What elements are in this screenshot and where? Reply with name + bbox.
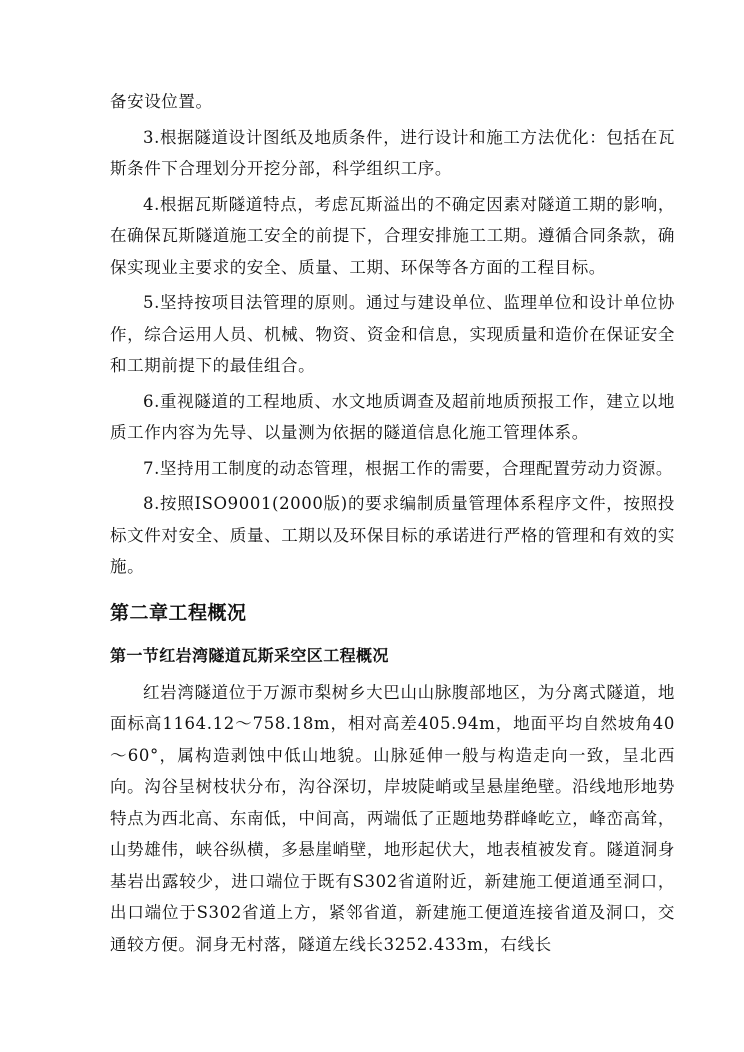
paragraph-item-6: 6.重视隧道的工程地质、水文地质调查及超前地质预报工作，建立以地质工作内容为先导、以量测为依据的隧道信息化施工管理体系。 xyxy=(110,391,675,442)
section-title: 第一节红岩湾隧道瓦斯采空区工程概况 xyxy=(110,645,389,665)
chapter-title: 第二章工程概况 xyxy=(110,601,247,624)
section-paragraph: 红岩湾隧道位于万源市梨树乡大巴山山脉腹部地区，为分离式隧道，地面标高1164.12～758.18m，相对高差405.94m，地面平均自然坡角40～60°，属构造剥蚀中低山地貌。山脉延伸一般与构造走向一致，呈北西向。沟谷呈树枝状分布，沟谷深切，岸坡陡峭或呈悬崖绝壁。沿线地形地势特点为西北高、东南低，中间高，两端低了正题地势群峰屹立，峰峦高耸，山势雄伟，峡谷纵横，多悬崖峭壁，地形起伏大，地表植被发育。隧道洞身基岩出露较少，进口端位于既有S302省道附近，新建施工便道通至洞口，出口端位于S302省道上方，紧邻省道，新建施工便道连接省道及洞口，交通较方便。洞身无村落，隧道左线长3252.433m，右线长 xyxy=(110,682,675,954)
paragraph-item-8: 8.按照ISO9001(2000版)的要求编制质量管理体系程序文件，按照投标文件对安全、质量、工期以及环保目标的承诺进行严格的管理和有效的实施。 xyxy=(110,494,675,576)
paragraph-continuation: 备安设位置。 xyxy=(110,92,213,111)
paragraph-item-3: 3.根据隧道设计图纸及地质条件，进行设计和施工方法优化：包括在瓦斯条件下合理划分开挖分部，科学组织工序。 xyxy=(110,127,675,178)
document-page xyxy=(110,86,675,960)
paragraph-item-7: 7.坚持用工制度的动态管理，根据工作的需要，合理配置劳动力资源。 xyxy=(143,458,673,478)
paragraph-item-4: 4.根据瓦斯隧道特点，考虑瓦斯溢出的不确定因素对隧道工期的影响，在确保瓦斯隧道施工安全的前提下，合理安排施工工期。遵循合同条款，确保实现业主要求的安全、质量、工期、环保等各方面的工程目标。 xyxy=(110,194,675,277)
paragraph-item-5: 5.坚持按项目法管理的原则。通过与建设单位、监理单位和设计单位协作，综合运用人员、机械、物资、资金和信息，实现质量和造价在保证安全和工期前提下的最佳组合。 xyxy=(110,293,675,375)
